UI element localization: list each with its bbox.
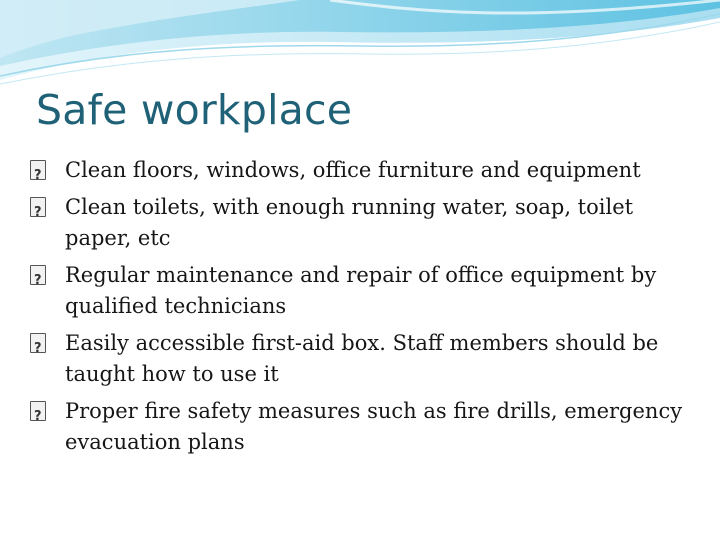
list-item bbox=[30, 396, 700, 458]
list-item bbox=[30, 192, 700, 254]
header-wave-decoration bbox=[0, 0, 720, 90]
bullet-text: Clean toilets, with enough running water, soap, toilet paper, etc bbox=[65, 195, 634, 250]
list-item bbox=[30, 328, 700, 390]
list-item bbox=[30, 155, 700, 186]
bullet-text: Proper fire safety measures such as fire drills, emergency evacuation plans bbox=[65, 399, 683, 454]
bullet-text: Easily accessible first-aid box. Staff members should be taught how to use it bbox=[65, 331, 659, 386]
missing-glyph-box-icon bbox=[30, 197, 46, 217]
missing-glyph-box-icon bbox=[30, 265, 46, 285]
slide-title: Safe workplace bbox=[36, 86, 353, 134]
missing-glyph-box-icon bbox=[30, 160, 46, 180]
bullet-text: Clean floors, windows, office furniture and equipment bbox=[65, 158, 641, 182]
missing-glyph-box-icon bbox=[30, 333, 46, 353]
bullet-text: Regular maintenance and repair of office equipment by qualified technicians bbox=[65, 263, 657, 318]
bullet-list bbox=[30, 155, 700, 464]
missing-glyph-box-icon bbox=[30, 401, 46, 421]
list-item bbox=[30, 260, 700, 322]
